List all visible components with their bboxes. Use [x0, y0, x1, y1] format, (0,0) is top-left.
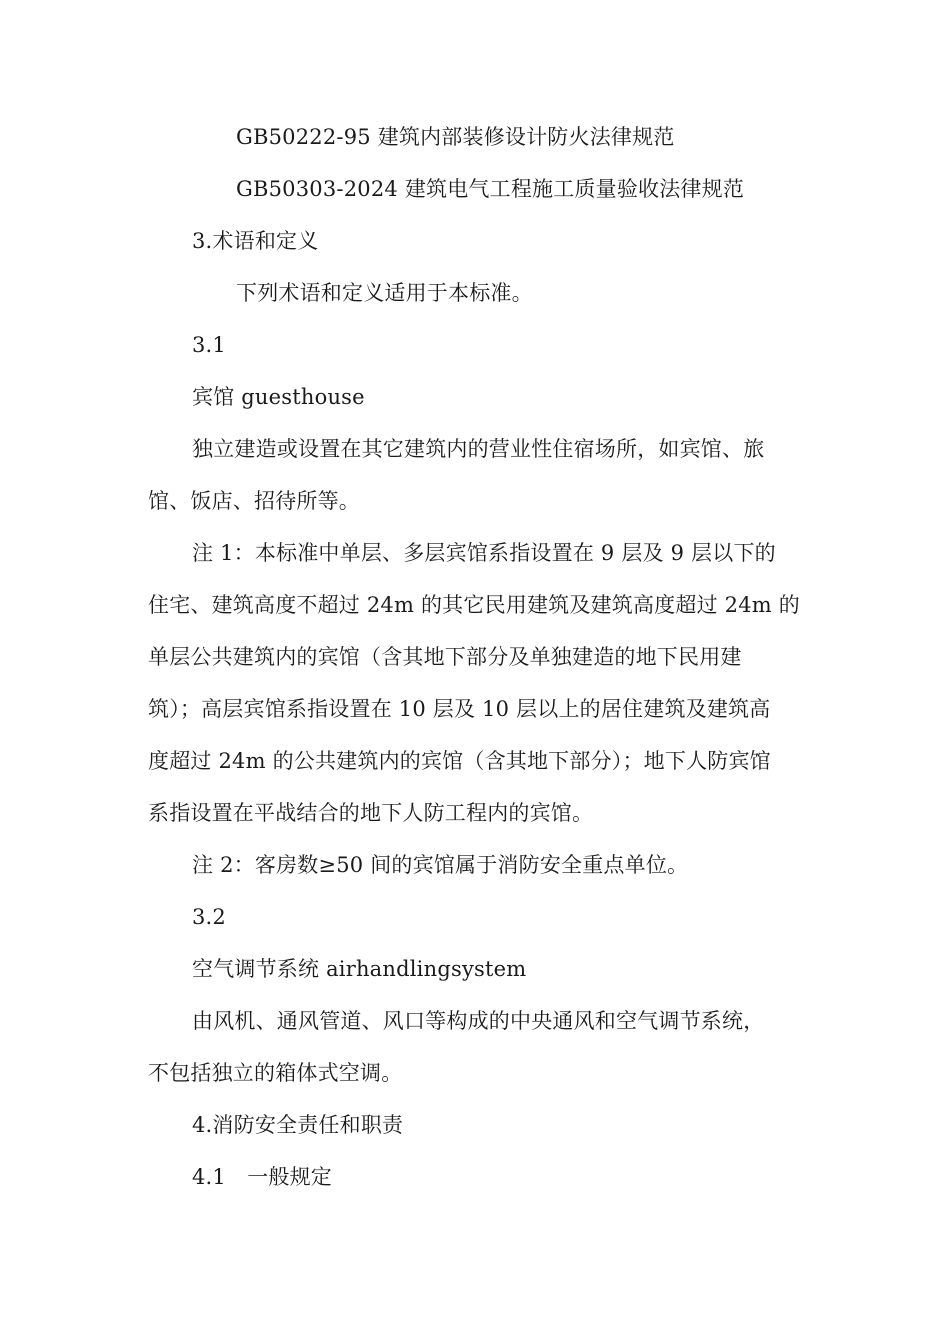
note-line: 注 2：客房数≥50 间的宾馆属于消防安全重点单位。 [192, 853, 689, 877]
term-title: 空气调节系统 airhandlingsystem [192, 957, 527, 981]
note-line: 系指设置在平战结合的地下人防工程内的宾馆。 [148, 801, 594, 825]
clause-number: 3.1 [192, 333, 226, 357]
note-line: 住宅、建筑高度不超过 24m 的其它民用建筑及建筑高度超过 24m 的 [148, 593, 800, 617]
note-line: 筑）；高层宾馆系指设置在 10 层及 10 层以上的居住建筑及建筑高 [148, 697, 771, 721]
reference-standard-line: GB50222-95 建筑内部装修设计防火法律规范 [236, 125, 675, 149]
paragraph-line: 馆、饭店、招待所等。 [148, 489, 360, 513]
clause-number: 3.2 [192, 905, 226, 929]
reference-standard-line: GB50303-2024 建筑电气工程施工质量验收法律规范 [236, 177, 745, 201]
paragraph-line: 不包括独立的箱体式空调。 [148, 1061, 403, 1085]
note-line: 单层公共建筑内的宾馆（含其地下部分及单独建造的地下民用建 [148, 645, 742, 669]
section-heading: 3.术语和定义 [192, 229, 319, 253]
note-line: 注 1：本标准中单层、多层宾馆系指设置在 9 层及 9 层以下的 [192, 541, 776, 565]
note-line: 度超过 24m 的公共建筑内的宾馆（含其地下部分）；地下人防宾馆 [148, 749, 771, 773]
paragraph-line: 下列术语和定义适用于本标准。 [236, 281, 533, 305]
term-title: 宾馆 guesthouse [192, 385, 365, 409]
paragraph-line: 由风机、通风管道、风口等构成的中央通风和空气调节系统， [192, 1009, 765, 1033]
subsection-heading: 4.1 一般规定 [192, 1165, 332, 1189]
section-heading: 4.消防安全责任和职责 [192, 1113, 404, 1137]
paragraph-line: 独立建造或设置在其它建筑内的营业性住宿场所，如宾馆、旅 [192, 437, 765, 461]
